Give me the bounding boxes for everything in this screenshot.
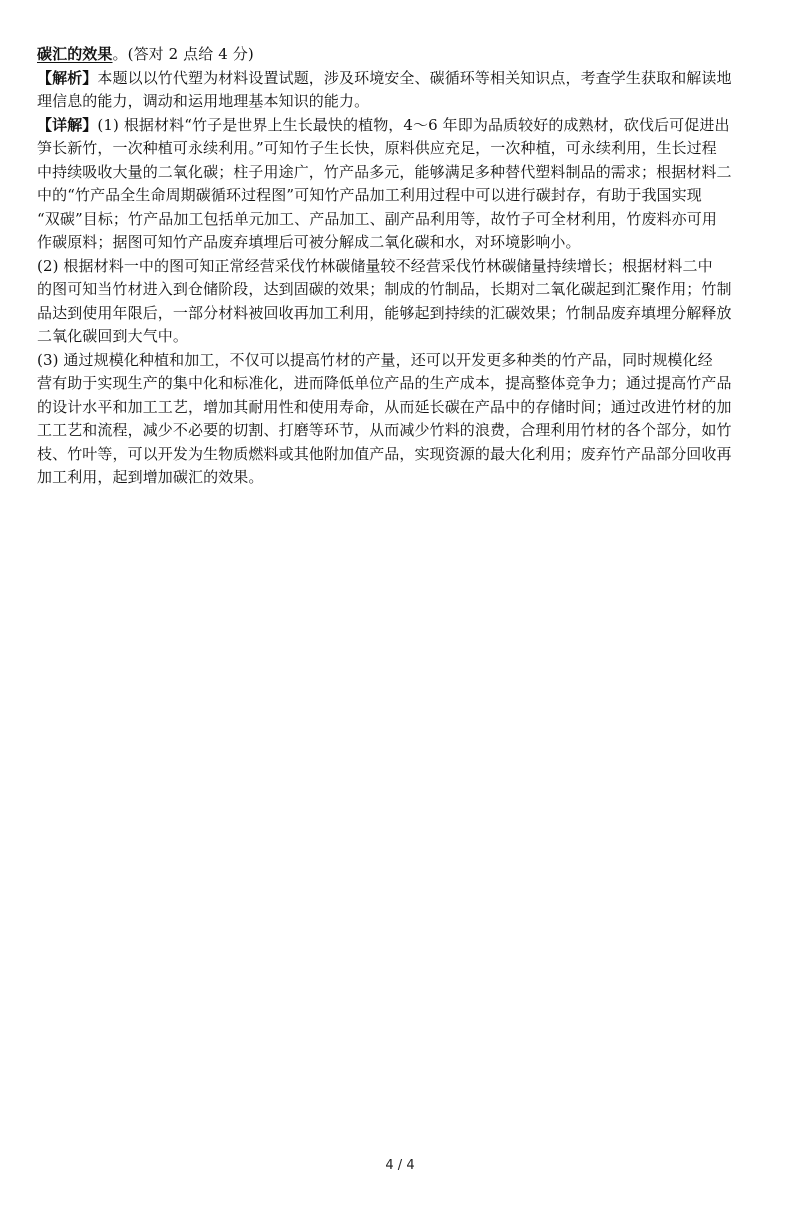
underlined-answer: 碳汇的效果 xyxy=(37,45,113,63)
part3-line-2: 营有助于实现生产的集中化和标准化，进而降低单位产品的生产成本，提高整体竞争力；通过提高竹产品 xyxy=(37,374,732,392)
part2-line-2: 的图可知当竹材进入到仓储阶段，达到固碳的效果；制成的竹制品，长期对二氧化碳起到汇聚作用；竹制 xyxy=(37,280,732,298)
part2-line-1: (2) 根据材料一中的图可知正常经营采伐竹林碳储量较不经营采伐竹林碳储量持续增长；根据材料二中 xyxy=(37,256,713,275)
part3-line-4: 工工艺和流程，减少不必要的切割、打磨等环节，从而减少竹料的浪费，合理利用竹材的各个部分，如竹 xyxy=(37,421,732,439)
detail-line-5: “双碳”目标；竹产品加工包括单元加工、产品加工、副产品利用等，故竹子可全材利用，竹废料亦可用 xyxy=(37,209,717,228)
analysis-text-1: 本题以以竹代塑为材料设置试题，涉及环境安全、碳循环等相关知识点，考查学生获取和解读地 xyxy=(97,68,732,87)
analysis-line-1 xyxy=(37,67,765,91)
detail-tag: 【详解】 xyxy=(37,115,98,134)
page-number: 4 / 4 xyxy=(385,1158,415,1173)
document-body xyxy=(37,43,765,490)
part3-line-1: (3) 通过规模化种植和加工，不仅可以提高竹材的产量，还可以开发更多种类的竹产品，同时规模化经 xyxy=(37,350,713,369)
answer-tail-line xyxy=(37,43,765,67)
part2-line-4: 二氧化碳回到大气中。 xyxy=(37,327,189,345)
analysis-line-2: 理信息的能力，调动和运用地理基本知识的能力。 xyxy=(37,92,370,110)
part2-line-3: 品达到使用年限后，一部分材料被回收再加工利用，能够起到持续的汇碳效果；竹制品废弃填埋分解释放 xyxy=(37,303,732,322)
analysis-tag: 【解析】 xyxy=(37,68,98,87)
part3-line-3: 的设计水平和加工工艺，增加其耐用性和使用寿命，从而延长碳在产品中的存储时间；通过改进竹材的加 xyxy=(37,397,732,416)
detail-line-3: 中持续吸收大量的二氧化碳；柱子用途广，竹产品多元，能够满足多种替代塑料制品的需求；根据材料二 xyxy=(37,162,732,181)
detail-line-2: 笋长新竹，一次种植可永续利用。”可知竹子生长快，原料供应充足，一次种植，可永续利用，生长过程 xyxy=(37,139,717,157)
part3-line-5: 枝、竹叶等，可以开发为生物质燃料或其他附加值产品，实现资源的最大化利用；废弃竹产品部分回收再 xyxy=(37,444,732,463)
detail-line-1 xyxy=(37,114,765,138)
detail-line-4: 中的“竹产品全生命周期碳循环过程图”可知竹产品加工利用过程中可以进行碳封存，有助于我国实现 xyxy=(37,186,702,204)
detail-text-1: (1) 根据材料“竹子是世界上生长最快的植物，4～6 年即为品质较好的成熟材，砍伐后可促进出 xyxy=(97,115,730,134)
detail-line-6: 作碳原料；据图可知竹产品废弃填埋后可被分解成二氧化碳和水，对环境影响小。 xyxy=(37,233,581,251)
score-note: 。(答对 2 点给 4 分) xyxy=(112,45,254,63)
part3-line-6: 加工利用，起到增加碳汇的效果。 xyxy=(37,468,264,486)
